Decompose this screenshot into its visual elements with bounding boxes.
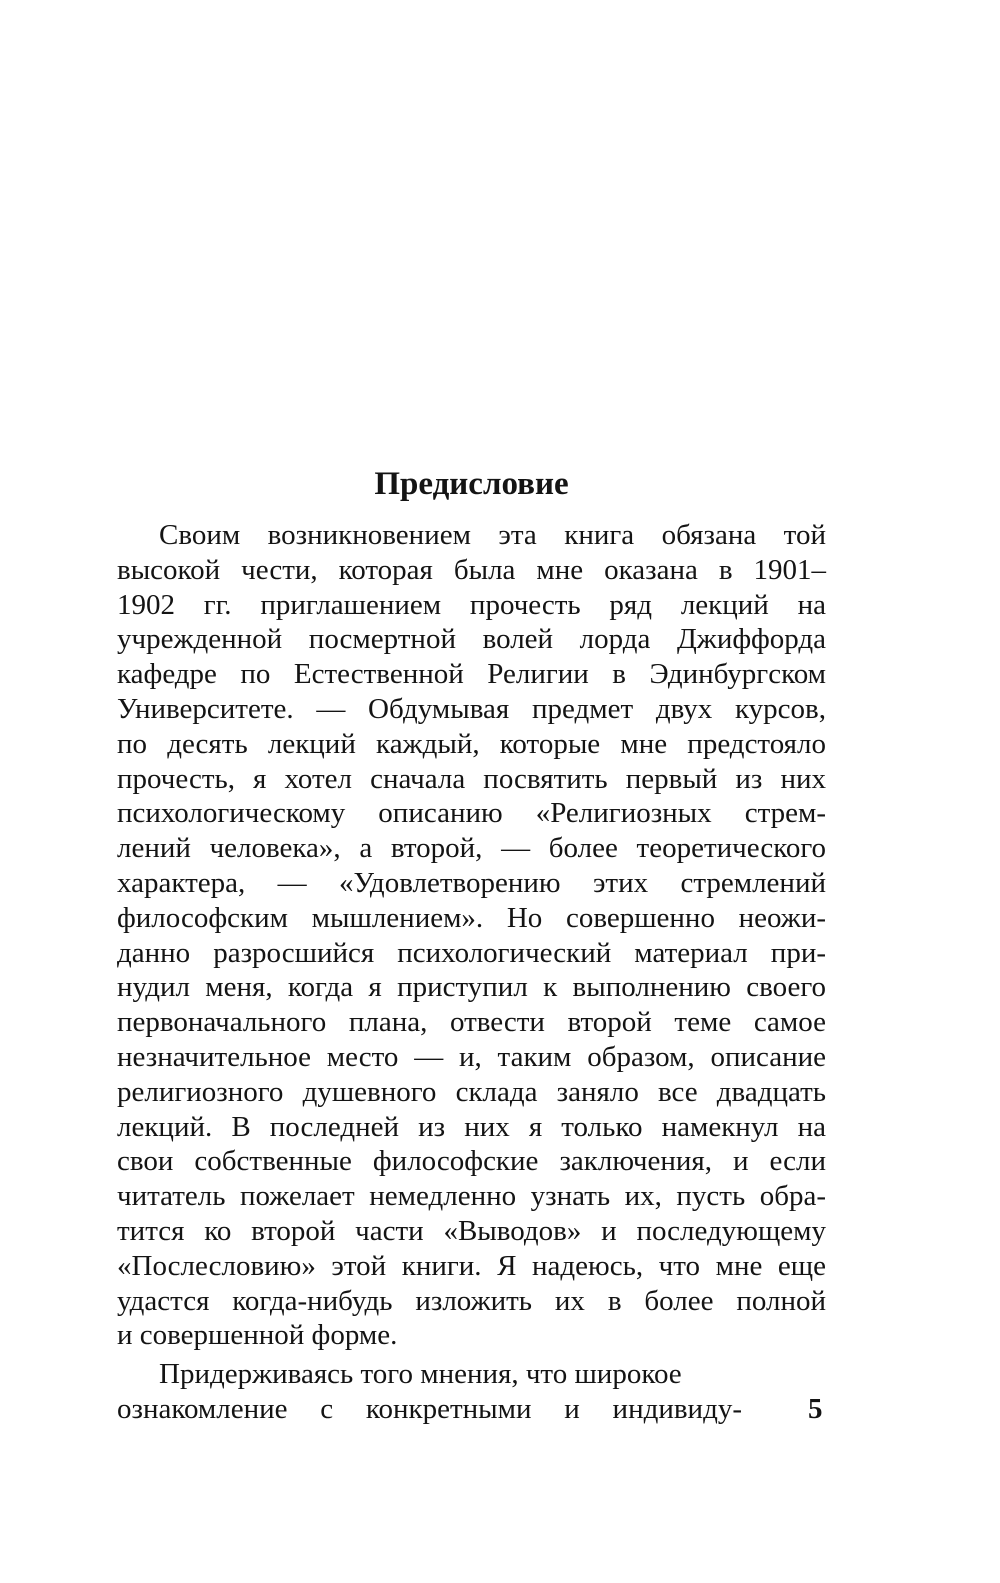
text-line: ознакомление с конкретными и индивиду- — [117, 1392, 742, 1425]
text-line: Своим возникновением эта книга обязана той — [159, 519, 826, 551]
text-line: Университете. — Обдумывая предмет двух курсов, — [117, 692, 826, 725]
text-line: характера, — «Удовлетворению этих стремлений — [117, 866, 826, 899]
text-line: первоначального плана, отвести второй теме самое — [117, 1006, 826, 1039]
text-line: психологическому описанию «Религиозных стрем- — [117, 797, 826, 830]
text-line: читатель пожелает немедленно узнать их, пусть обра- — [117, 1180, 826, 1213]
text-line: и совершенной форме. — [117, 1319, 398, 1352]
text-line: удастся когда-нибудь изложить их в более полной — [117, 1284, 826, 1317]
text-line: кафедре по Естественной Религии в Эдинбургском — [117, 658, 826, 691]
text-line: нудил меня, когда я приступил к выполнению своего — [117, 971, 826, 1004]
text-line: учрежденной посмертной волей лорда Джиффорда — [117, 623, 826, 656]
text-line: высокой чести, которая была мне оказана в 1901– — [117, 553, 826, 586]
text-line: свои собственные философские заключения, и если — [117, 1145, 826, 1178]
text-line: 1902 гг. приглашением прочесть ряд лекций на — [117, 588, 826, 621]
text-line: лений человека», а второй, — более теоретического — [117, 832, 826, 865]
text-line: по десять лекций каждый, которые мне предстояло — [117, 727, 826, 760]
text-line: Придерживаясь того мнения, что широкое — [159, 1358, 682, 1391]
chapter-heading: Предисловие — [374, 466, 569, 502]
text-line: философским мышлением». Но совершенно неожи- — [117, 901, 826, 934]
text-line: незначительное место — и, таким образом, описание — [117, 1040, 826, 1073]
text-line: данно разросшийся психологический материал при- — [117, 936, 826, 969]
text-line: тится ко второй части «Выводов» и последующему — [117, 1214, 826, 1247]
text-line: прочесть, я хотел сначала посвятить первый из них — [117, 762, 826, 795]
text-line: «Послесловию» этой книги. Я надеюсь, что мне еще — [117, 1249, 826, 1282]
text-line: лекций. В последней из них я только намекнул на — [117, 1110, 826, 1143]
body-text — [117, 518, 826, 1427]
text-line: религиозного душевного склада заняло все двадцать — [117, 1075, 826, 1108]
page-number: 5 — [808, 1393, 823, 1425]
